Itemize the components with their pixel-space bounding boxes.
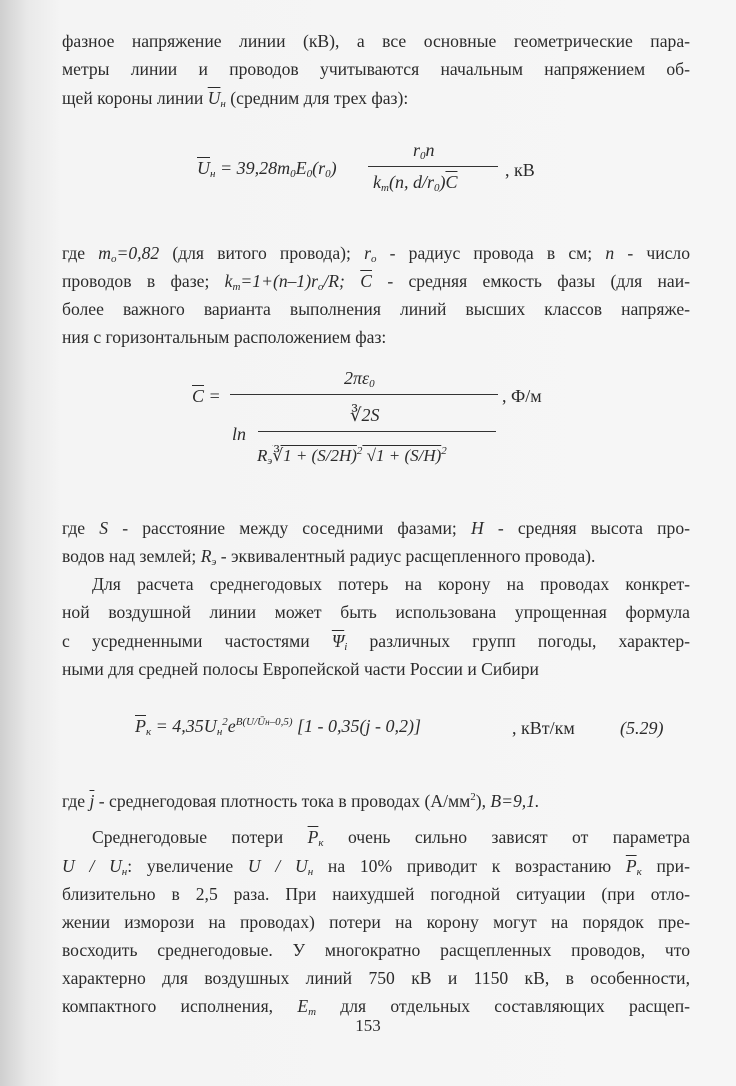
subscript: н bbox=[210, 168, 216, 180]
eq-arg: ) bbox=[330, 158, 337, 178]
text-line bbox=[62, 939, 690, 961]
subscript: m bbox=[308, 1006, 317, 1018]
symbol-p: $\overline{P}$ bbox=[625, 856, 637, 876]
subscript: э bbox=[267, 455, 273, 467]
superscript: 2 bbox=[356, 445, 363, 457]
text: компактного исполнения, bbox=[62, 996, 298, 1016]
text: - эквивалентный радиус расщепленного провода). bbox=[216, 546, 596, 566]
text: (средним для трех фаз): bbox=[225, 88, 409, 108]
eq-num: n bbox=[425, 140, 435, 160]
symbol: E bbox=[297, 996, 309, 1016]
text: на 10% приводит к возрастанию bbox=[313, 856, 626, 876]
eq1-numerator bbox=[413, 140, 435, 162]
symbol-c: $\overline{C}$ bbox=[360, 271, 372, 291]
equation-number: (5.29) bbox=[620, 718, 664, 738]
subscript: o bbox=[111, 253, 117, 265]
eq-lhs: $\overline{U}$ bbox=[197, 158, 210, 178]
fraction-bar-inner bbox=[258, 431, 496, 432]
subscript: к bbox=[146, 726, 152, 738]
subscript: 0 bbox=[306, 168, 313, 180]
text-line bbox=[92, 826, 690, 854]
subscript: э bbox=[211, 556, 217, 568]
text: ными для средней полосы Европейской части России и Сибири bbox=[62, 659, 539, 679]
text: где bbox=[62, 243, 99, 263]
symbol: r bbox=[364, 243, 371, 263]
symbol-j: $\overline{j}$ bbox=[89, 791, 95, 811]
superscript: н bbox=[265, 717, 270, 727]
subscript: 0 bbox=[420, 150, 426, 162]
text: восходить среднегодовые. У многократно расщепленных проводов, что bbox=[62, 940, 690, 960]
text-line bbox=[62, 326, 690, 348]
text-line bbox=[62, 967, 690, 989]
text: фазное напряжение линии (кВ), а все основные геометрические пара- bbox=[62, 31, 690, 51]
eq-sign: = bbox=[208, 386, 221, 406]
text-line bbox=[92, 573, 690, 595]
subscript: к bbox=[636, 866, 642, 878]
eq-den: R bbox=[257, 446, 268, 465]
text: водов над землей; bbox=[62, 546, 201, 566]
text: близительно в 2,5 раза. При наихудшей погодной ситуации (при отло- bbox=[62, 884, 690, 904]
subscript: к bbox=[318, 837, 324, 849]
eq-lhs: $\overline{C}$ bbox=[192, 386, 205, 406]
eq-e: e bbox=[227, 716, 236, 736]
text: - радиус провода в см; bbox=[376, 243, 606, 263]
eq-den: (n, d/r bbox=[388, 172, 434, 192]
text-line bbox=[62, 855, 690, 883]
text: - средняя высота про- bbox=[483, 518, 690, 538]
text: очень сильно зависят от параметра bbox=[323, 827, 690, 847]
symbol-u: $\overline{U}$ bbox=[207, 88, 221, 108]
text: ной воздушной линии может быть использована упрощенная формула bbox=[62, 602, 690, 622]
text: Для расчета среднегодовых потерь на корону на проводах конкрет- bbox=[92, 574, 690, 594]
eq2-inner-numerator: ∛2S bbox=[350, 405, 380, 425]
text: с усредненными частостями bbox=[62, 631, 332, 651]
text: жении изморози на проводах) потери на корону могут на порядок пре- bbox=[62, 912, 690, 932]
eq1-unit: , кВ bbox=[505, 160, 535, 180]
symbol: U / U bbox=[62, 856, 122, 876]
subscript: н bbox=[307, 866, 314, 878]
eq-den: ∛1 + (S/2H) bbox=[272, 446, 357, 465]
text: метры линии и проводов учитываются начальным напряжением об- bbox=[62, 59, 690, 79]
eq-den: √1 + (S/H) bbox=[362, 446, 442, 465]
text-line bbox=[62, 911, 690, 933]
text-line bbox=[62, 270, 690, 298]
text: более важного варианта выполнения линий высших классов напряже- bbox=[62, 299, 690, 319]
eq2-numerator bbox=[344, 368, 375, 390]
text-line bbox=[62, 883, 690, 905]
symbol-psi: $\overline{\Psi}$ bbox=[331, 631, 345, 651]
superscript: B(U/Ū bbox=[235, 716, 266, 728]
text-line bbox=[62, 658, 690, 680]
eq3-unit: , кВт/км bbox=[512, 718, 575, 738]
text: щей короны линии bbox=[62, 88, 208, 108]
eq-coef: = 39,28m bbox=[215, 158, 291, 178]
superscript: –0,5) bbox=[269, 716, 293, 728]
text: Среднегодовые потери bbox=[92, 827, 308, 847]
text: характерно для воздушных линий 750 кВ и 1150 кВ, в особенности, bbox=[62, 968, 690, 988]
fraction-bar bbox=[368, 166, 498, 167]
eq-arg: (r bbox=[312, 158, 326, 178]
eq2-inner-denominator bbox=[257, 445, 447, 467]
superscript: 2 bbox=[222, 716, 228, 728]
text-line bbox=[62, 58, 690, 80]
eq-num: r bbox=[413, 140, 421, 160]
text: - расстояние между соседними фазами; bbox=[108, 518, 471, 538]
subscript: н bbox=[121, 866, 128, 878]
symbol: R bbox=[200, 546, 212, 566]
eq-den-c: $\overline{C}$ bbox=[445, 172, 458, 192]
subscript: i bbox=[344, 641, 348, 653]
text-line bbox=[62, 545, 690, 573]
subscript: 0 bbox=[433, 182, 440, 194]
subscript: 0 bbox=[369, 378, 375, 390]
symbol: U / U bbox=[247, 856, 308, 876]
symbol: B=9,1. bbox=[490, 791, 540, 811]
eq-den: k bbox=[373, 172, 381, 192]
text-line bbox=[62, 298, 690, 320]
symbol: S bbox=[99, 518, 109, 538]
text: для отдельных составляющих расщеп- bbox=[316, 996, 690, 1016]
eq1-denominator bbox=[373, 172, 457, 194]
text: : увеличение bbox=[127, 856, 248, 876]
superscript: 2 bbox=[441, 445, 447, 457]
symbol: n bbox=[605, 243, 615, 263]
page-number: 153 bbox=[355, 1016, 381, 1035]
eq-bracket: [1 - 0,35(j - 0,2)] bbox=[292, 716, 421, 736]
eq2-ln: ln bbox=[232, 424, 247, 444]
eq2-unit: , Ф/м bbox=[502, 386, 542, 406]
subscript: н bbox=[220, 98, 226, 110]
text-line bbox=[62, 601, 690, 623]
subscript: m bbox=[232, 281, 241, 293]
subscript: m bbox=[381, 182, 389, 194]
text-line bbox=[62, 786, 690, 812]
subscript: 0 bbox=[325, 168, 331, 180]
fraction-bar bbox=[230, 394, 498, 395]
text: при- bbox=[641, 856, 690, 876]
text: различных групп погоды, характер- bbox=[347, 631, 690, 651]
symbol: /R; bbox=[323, 271, 345, 291]
eq-coef: = 4,35U bbox=[151, 716, 217, 736]
text-line bbox=[62, 30, 690, 52]
text: где bbox=[62, 791, 90, 811]
text-line bbox=[62, 87, 690, 115]
subscript: 0 bbox=[290, 168, 296, 180]
subscript: o bbox=[317, 281, 324, 293]
text-line bbox=[62, 242, 690, 270]
subscript: o bbox=[370, 253, 377, 265]
text-line bbox=[62, 630, 690, 658]
superscript: 2 bbox=[470, 791, 476, 803]
symbol: =1+(n–1)r bbox=[240, 271, 318, 291]
subscript: н bbox=[216, 726, 223, 738]
text: проводов в фазе; bbox=[62, 271, 225, 291]
eq-e: E bbox=[295, 158, 307, 178]
symbol: m bbox=[98, 243, 111, 263]
eq-den: ) bbox=[439, 172, 446, 192]
text: - среднегодовая плотность тока в проводах (А/мм bbox=[94, 791, 471, 811]
text: где bbox=[62, 518, 100, 538]
text: ), bbox=[475, 791, 491, 811]
eq-num: 2πε bbox=[344, 368, 370, 388]
text: ния с горизонтальным расположением фаз: bbox=[62, 327, 387, 347]
eq-lhs: $\overline{P}$ bbox=[135, 716, 146, 736]
symbol: k bbox=[224, 271, 233, 291]
symbol: H bbox=[470, 518, 484, 538]
text: - число bbox=[614, 243, 690, 263]
symbol-p: $\overline{P}$ bbox=[307, 827, 319, 847]
symbol: =0,82 bbox=[116, 243, 160, 263]
text: (для витого провода); bbox=[159, 243, 365, 263]
text: - средняя емкость фазы (для наи- bbox=[372, 271, 691, 291]
text-line bbox=[62, 517, 690, 539]
